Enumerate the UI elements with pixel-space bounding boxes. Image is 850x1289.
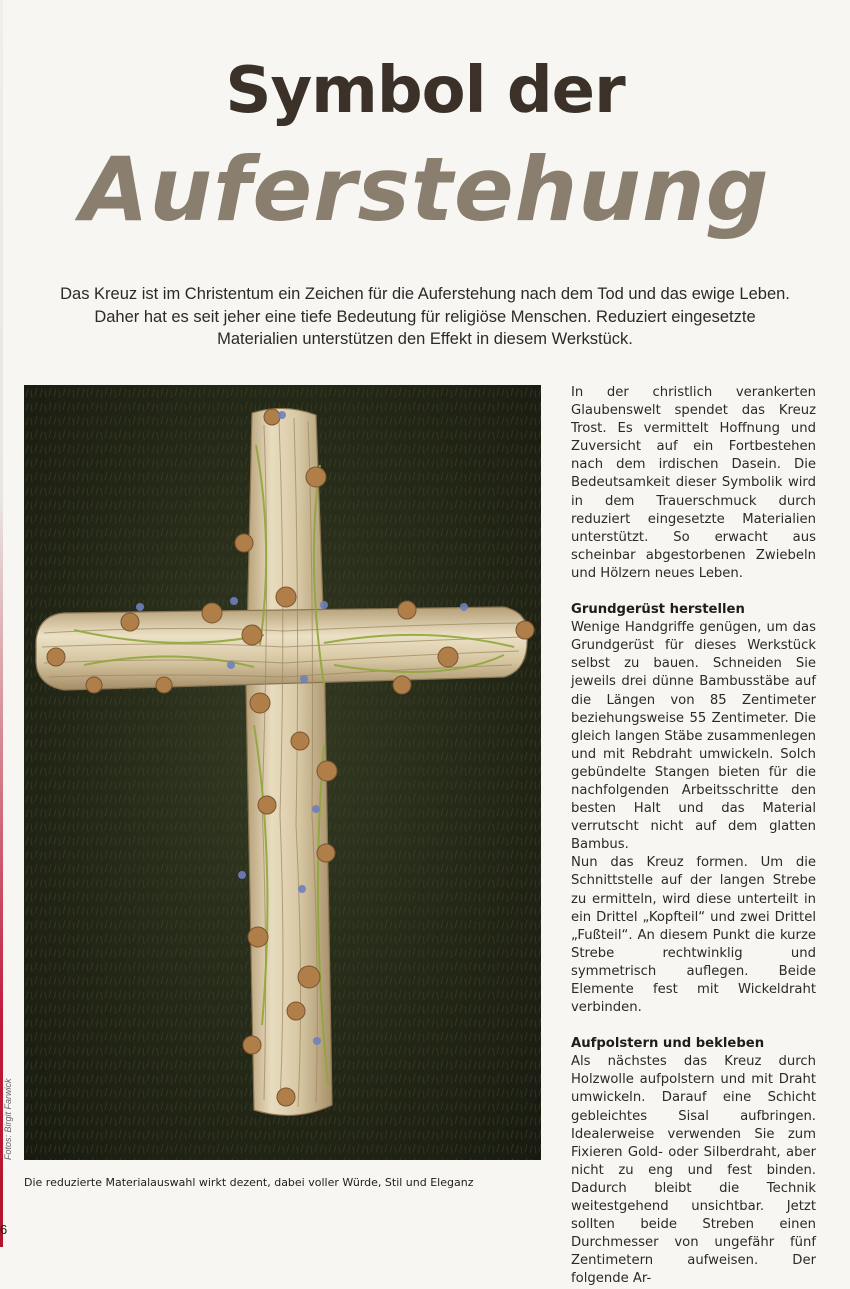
article-column <box>571 384 816 1289</box>
page-number: 6 <box>0 1222 8 1237</box>
title-line-1: Symbol der <box>225 54 625 128</box>
section-heading-grundgeruest: Grundgerüst herstellen <box>571 602 745 618</box>
section-heading-aufpolstern: Aufpolstern und bekleben <box>571 1036 765 1052</box>
photo-caption: Die reduzierte Materialauswahl wirkt dezent, dabei voller Würde, Stil und Eleganz <box>24 1176 474 1189</box>
cross-illustration <box>24 385 541 1160</box>
photo-credit: Fotos: Birgit Farwick <box>3 1078 13 1160</box>
article-paragraph-2: Wenige Handgriffe genügen, um das Grundgerüst für dieses Werkstück selbst zu bauen. Schneiden Sie jeweils drei dünne Bambusstäbe auf die Längen von 85 Zentimeter beziehungsweise 55 Zentimeter. Die gleich langen Stäbe zusammenlegen und mit Rebdraht umwickeln. Solch gebündelte Stangen bieten für die nachfolgenden Arbeitsschritte den besten Halt und das Material verrutscht nicht auf dem glatten Bambus. <box>571 620 816 853</box>
intro-text: Das Kreuz ist im Christentum ein Zeichen für die Auferstehung nach dem Tod und das ewige Leben. Daher hat es seit jeher eine tiefe Bedeutung für religiöse Menschen. Reduziert eingesetzte Materialien unterstützen den Effekt in diesem Werkstück. <box>60 285 790 348</box>
article-paragraph-3: Nun das Kreuz formen. Um die Schnittstelle auf der langen Strebe zu ermitteln, wird diese unterteilt in ein Drittel „Kopfteil“ und zwei Drittel „Fußteil“. An diesem Punkt die kurze Strebe rechtwinklig und symmetrisch auflegen. Beide Elemente fest mit Wickeldraht verbinden. <box>571 855 816 1016</box>
article-paragraph-1: In der christlich verankerten Glaubenswelt spendet das Kreuz Trost. Es vermittelt Hoffnung und Zuversicht auf ein Fortbestehen nach dem irdischen Dasein. Die Bedeutsamkeit dieser Symbolik wird in dem Trauerschmuck durch reduziert eingesetzte Materialien unterstützt. So erwacht aus scheinbar abgestorbenen Zwiebeln und Hölzern neues Leben. <box>571 385 816 581</box>
cross-photo <box>24 385 541 1160</box>
title-line-2: Auferstehung <box>80 138 770 241</box>
article-paragraph-4: Als nächstes das Kreuz durch Holzwolle aufpolstern und mit Draht umwickeln. Darauf eine Schicht gebleichtes Sisal aufbringen. Idealerweise verwenden Sie zum Fixieren Gold- oder Silberdraht, aber nicht zu eng und fest binden. Dadurch bleibt die Technik weitestgehend unsichtbar. Jetzt sollten beide Streben einen Durchmesser von ungefähr fünf Zentimetern aufweisen. Der folgende Ar- <box>571 1054 816 1287</box>
